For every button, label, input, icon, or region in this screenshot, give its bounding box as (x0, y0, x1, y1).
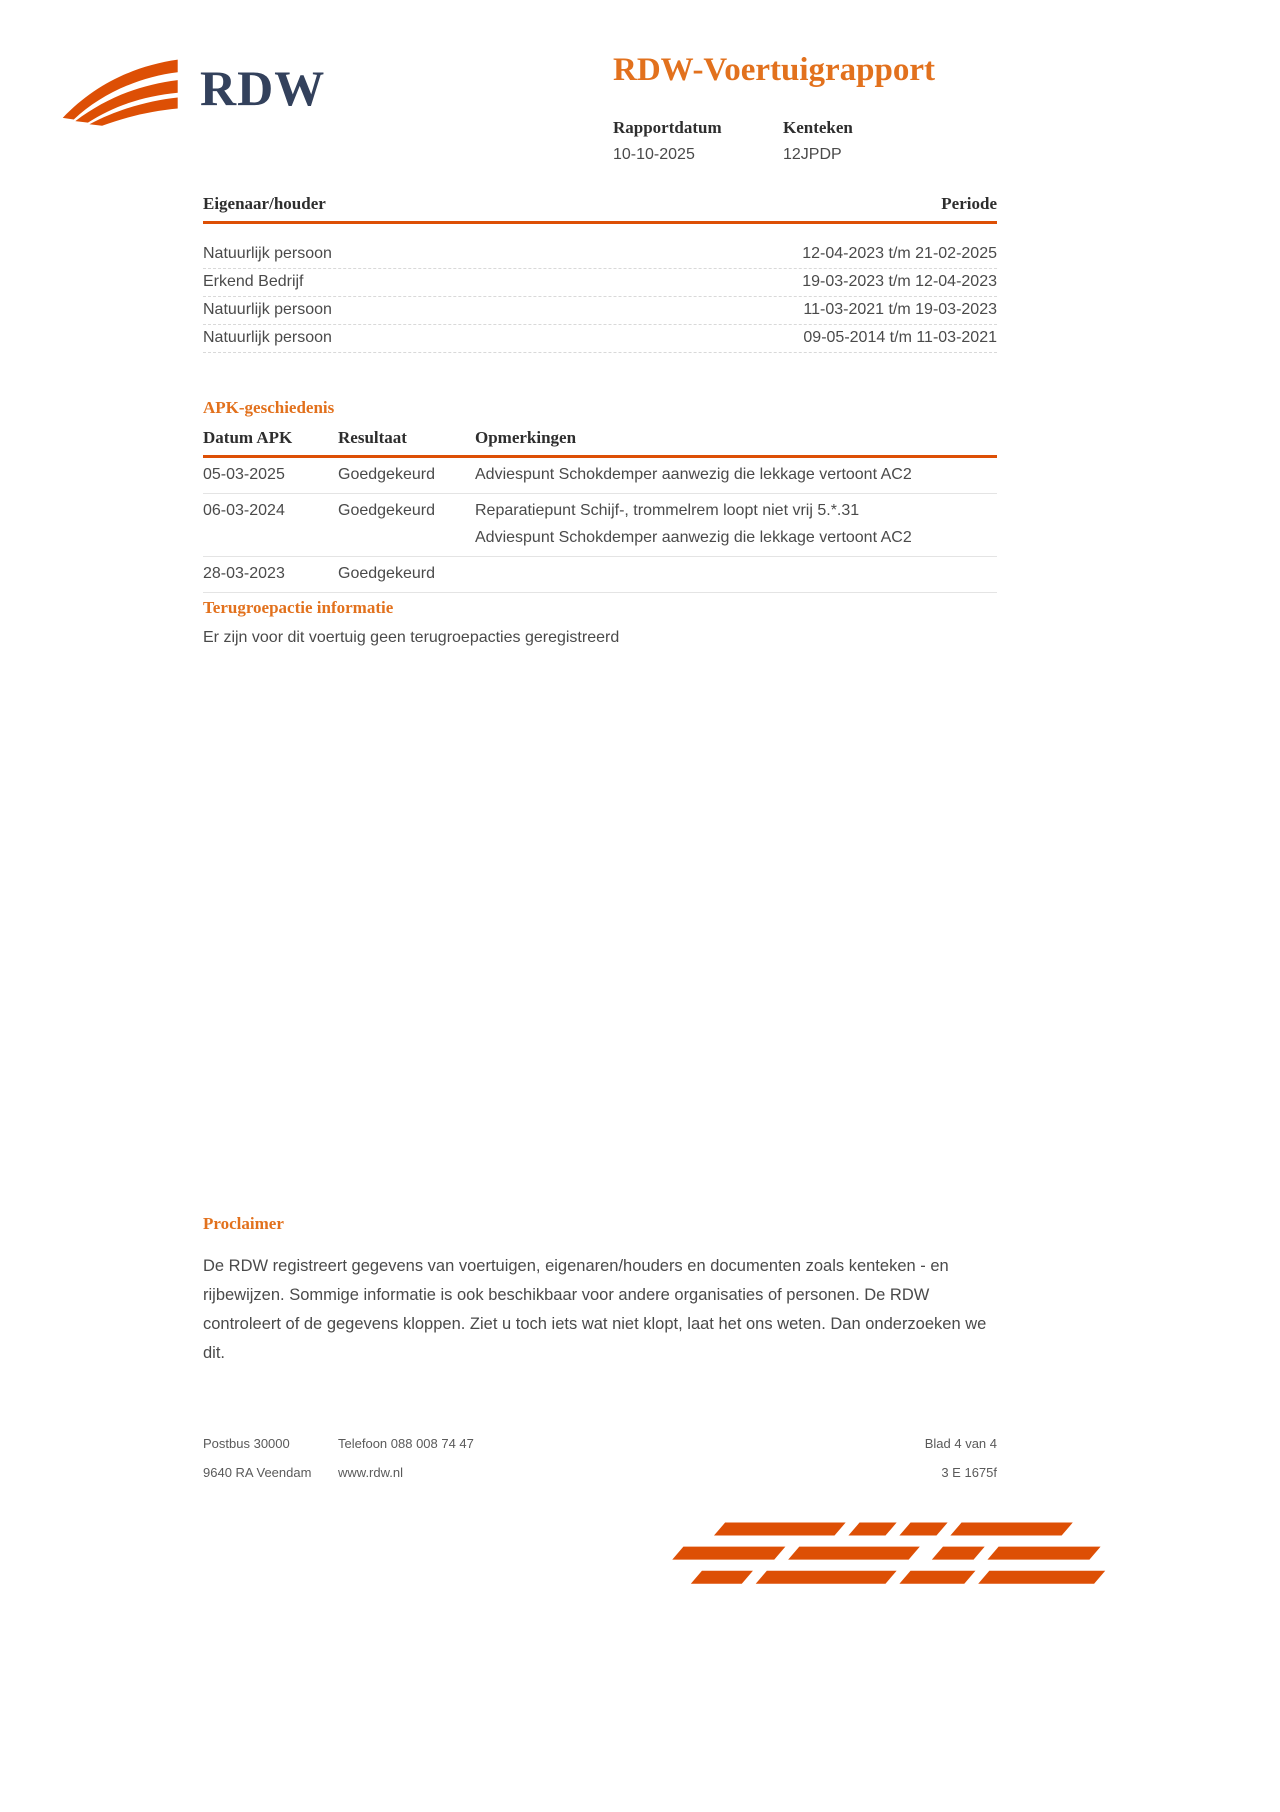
apk-column-result: Resultaat (338, 428, 407, 447)
apk-remarks (475, 560, 997, 587)
license-label: Kenteken (783, 118, 853, 137)
owner-period: 19-03-2023 t/m 12-04-2023 (802, 273, 997, 290)
apk-table-header (203, 428, 997, 448)
recall-section (203, 598, 997, 647)
recall-section-title: Terugroepactie informatie (203, 598, 394, 617)
owner-section-title: Eigenaar/houder (203, 194, 326, 213)
owner-period: 09-05-2014 t/m 11-03-2021 (803, 329, 997, 346)
bottom-stripes-decoration (663, 1520, 1108, 1590)
apk-row (203, 458, 997, 494)
license-block (783, 118, 953, 164)
apk-date: 05-03-2025 (203, 466, 285, 483)
report-date-value: 10-10-2025 (613, 146, 695, 163)
owner-table (203, 241, 997, 353)
apk-column-remarks: Opmerkingen (475, 428, 577, 447)
owner-row (203, 297, 997, 325)
owner-row (203, 241, 997, 269)
owner-section-header (203, 194, 997, 214)
apk-result: Goedgekeurd (338, 466, 435, 483)
owner-name: Natuurlijk persoon (203, 245, 332, 262)
owner-section (203, 194, 997, 353)
footer-website: www.rdw.nl (338, 1465, 404, 1480)
stripes-icon (663, 1520, 1108, 1590)
report-date-block (613, 118, 783, 164)
apk-remark-line: Reparatiepunt Schijf-, trommelrem loopt niet vrij 5.*.31 (475, 502, 860, 519)
footer-page-number: Blad 4 van 4 (924, 1436, 997, 1451)
apk-remark-line: Adviespunt Schokdemper aanwezig die lekkage vertoont AC2 (475, 529, 912, 546)
apk-row (203, 494, 997, 557)
owner-name: Natuurlijk persoon (203, 301, 332, 318)
rdw-flag-icon (58, 48, 184, 128)
footer-city: 9640 RA Veendam (203, 1465, 312, 1480)
apk-row (203, 557, 997, 593)
rdw-logo (58, 48, 325, 128)
apk-remark-line: Adviespunt Schokdemper aanwezig die lekkage vertoont AC2 (475, 466, 912, 483)
apk-result: Goedgekeurd (338, 565, 435, 582)
period-column-header: Periode (941, 194, 997, 213)
owner-period: 11-03-2021 t/m 19-03-2023 (803, 301, 997, 318)
apk-date: 28-03-2023 (203, 565, 285, 582)
owner-row (203, 325, 997, 353)
apk-remarks (475, 461, 997, 488)
page-footer (203, 1436, 997, 1494)
logo-text: RDW (200, 60, 326, 116)
apk-remarks (475, 497, 997, 551)
proclaimer-section-title: Proclaimer (203, 1214, 284, 1233)
apk-section-title: APK-geschiedenis (203, 398, 335, 417)
report-title: RDW-Voertuigrapport (613, 52, 936, 88)
apk-result: Goedgekeurd (338, 502, 435, 519)
owner-name: Natuurlijk persoon (203, 329, 332, 346)
license-value: 12JPDP (783, 146, 842, 163)
proclaimer-section-text: De RDW registreert gegevens van voertuigen, eigenaren/houders en documenten zoals kenteken - en rijbewijzen. Sommige informatie is ook beschikbaar voor andere organisaties of personen. De RDW controleert of de gegevens kloppen. Ziet u toch iets wat niet klopt, laat het ons weten. Dan onderzoeken we dit. (203, 1257, 987, 1362)
proclaimer-section (203, 1214, 997, 1368)
owner-header-rule (203, 221, 997, 224)
footer-phone: Telefoon 088 008 74 47 (338, 1436, 474, 1451)
owner-row (203, 269, 997, 297)
recall-section-text: Er zijn voor dit voertuig geen terugroepacties geregistreerd (203, 629, 620, 646)
footer-row (203, 1436, 997, 1451)
owner-period: 12-04-2023 t/m 21-02-2025 (802, 245, 997, 262)
footer-postbus: Postbus 30000 (203, 1436, 290, 1451)
footer-row (203, 1465, 997, 1480)
apk-section (203, 398, 997, 593)
apk-column-date: Datum APK (203, 428, 293, 447)
apk-date: 06-03-2024 (203, 502, 285, 519)
report-meta (613, 118, 953, 164)
report-date-label: Rapportdatum (613, 118, 722, 137)
owner-name: Erkend Bedrijf (203, 273, 304, 290)
footer-doc-code: 3 E 1675f (941, 1465, 997, 1480)
